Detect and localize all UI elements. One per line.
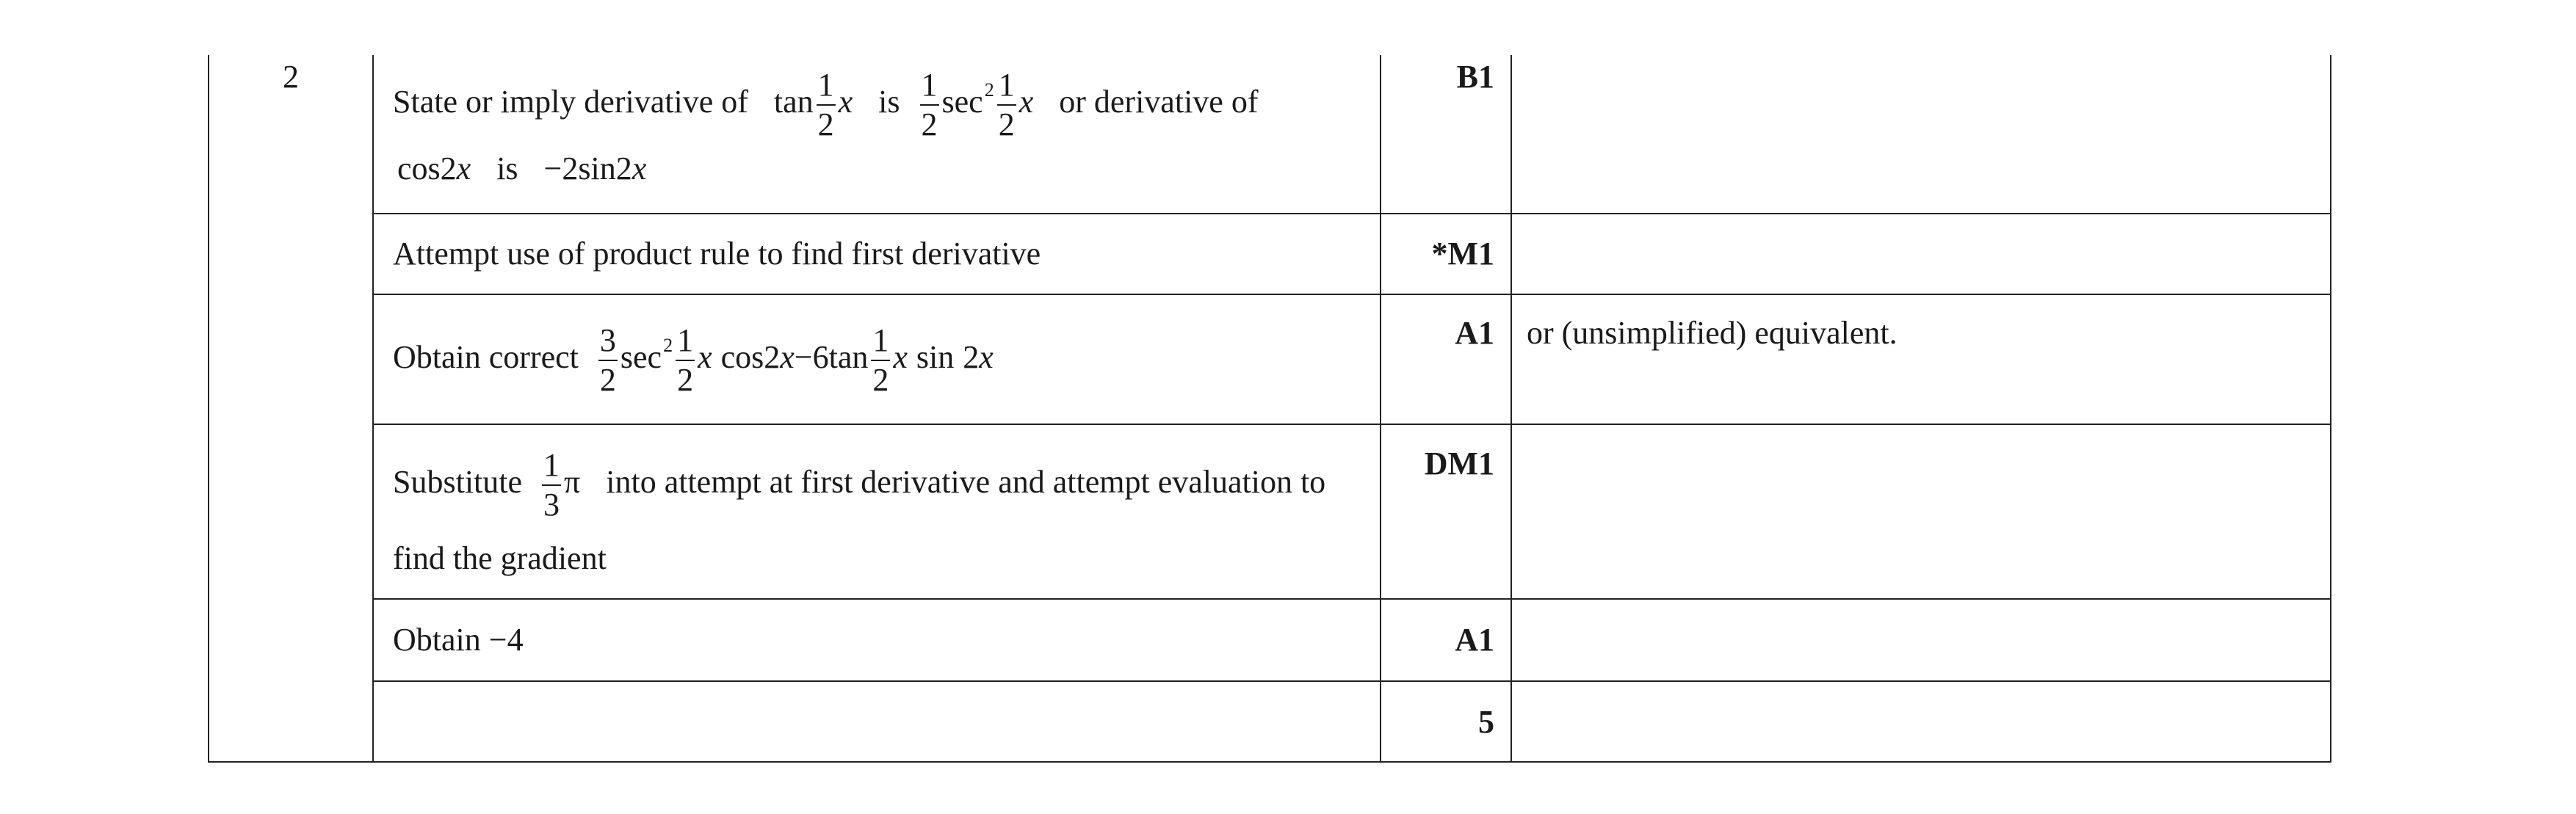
row4-answer-line2: find the gradient — [393, 540, 607, 576]
row-divider — [372, 598, 2331, 600]
row-divider — [372, 213, 2331, 214]
fraction-half: $\frac{1}{2}$ — [872, 322, 889, 398]
mark-a1-final: A1 — [1455, 622, 1494, 658]
total-marks: 5 — [1478, 704, 1494, 740]
fraction-three-halves: $\frac{3}{2}$ — [599, 322, 616, 398]
row1-text-b: or derivative of — [1059, 84, 1259, 120]
column-divider-marks — [1510, 55, 1512, 763]
fraction-half: $\frac{1}{2}$ — [677, 322, 694, 398]
row-divider — [372, 424, 2331, 425]
fraction-half: $\frac{1}{2}$ — [998, 67, 1015, 142]
table-border-bottom — [208, 761, 2331, 763]
table-border-left — [208, 55, 209, 763]
row-divider — [372, 680, 2331, 682]
row4-answer-line1: Substitute $\frac{1}{3}$ π into attempt at first derivative and attempt evaluation to — [393, 447, 1326, 523]
row1-answer-line1: State or imply derivative of tan $\frac{1}{2}$ x is $\frac{1}{2}$ $\sec^2$ $\frac{1}{2}$ x or derivative of — [393, 67, 1259, 142]
row1-text-is: is — [878, 84, 900, 120]
fraction-half: $\frac{1}{2}$ — [921, 67, 938, 142]
table-border-right — [2330, 55, 2331, 763]
fraction-third: $\frac{1}{3}$ — [543, 447, 560, 523]
sec-label: sec — [941, 84, 983, 120]
column-divider-answer — [1380, 55, 1381, 763]
row2-answer: Attempt use of product rule to find first derivative — [393, 236, 1041, 272]
fraction-half: $\frac{1}{2}$ — [817, 67, 834, 142]
row5-answer: Obtain −4 — [393, 622, 524, 658]
mark-b1: B1 — [1456, 59, 1494, 95]
row1-text-a: State or imply derivative of — [393, 84, 748, 120]
question-number: 2 — [283, 59, 299, 95]
mark-a1: A1 — [1455, 315, 1494, 351]
tan-label: tan — [773, 84, 814, 120]
row-divider — [372, 294, 2331, 295]
row1-answer-line2: cos2x is −2sin2x — [397, 150, 647, 186]
column-divider-question — [372, 55, 374, 763]
row3-answer: Obtain correct $\frac{3}{2}$ $\sec^2$ $\frac{1}{2}$ x cos2x−6tan $\frac{1}{2}$ x sin 2x — [393, 322, 994, 398]
mark-m1: *M1 — [1431, 236, 1494, 272]
row3-guidance: or (unsimplified) equivalent. — [1527, 315, 1897, 351]
mark-dm1: DM1 — [1424, 446, 1494, 482]
